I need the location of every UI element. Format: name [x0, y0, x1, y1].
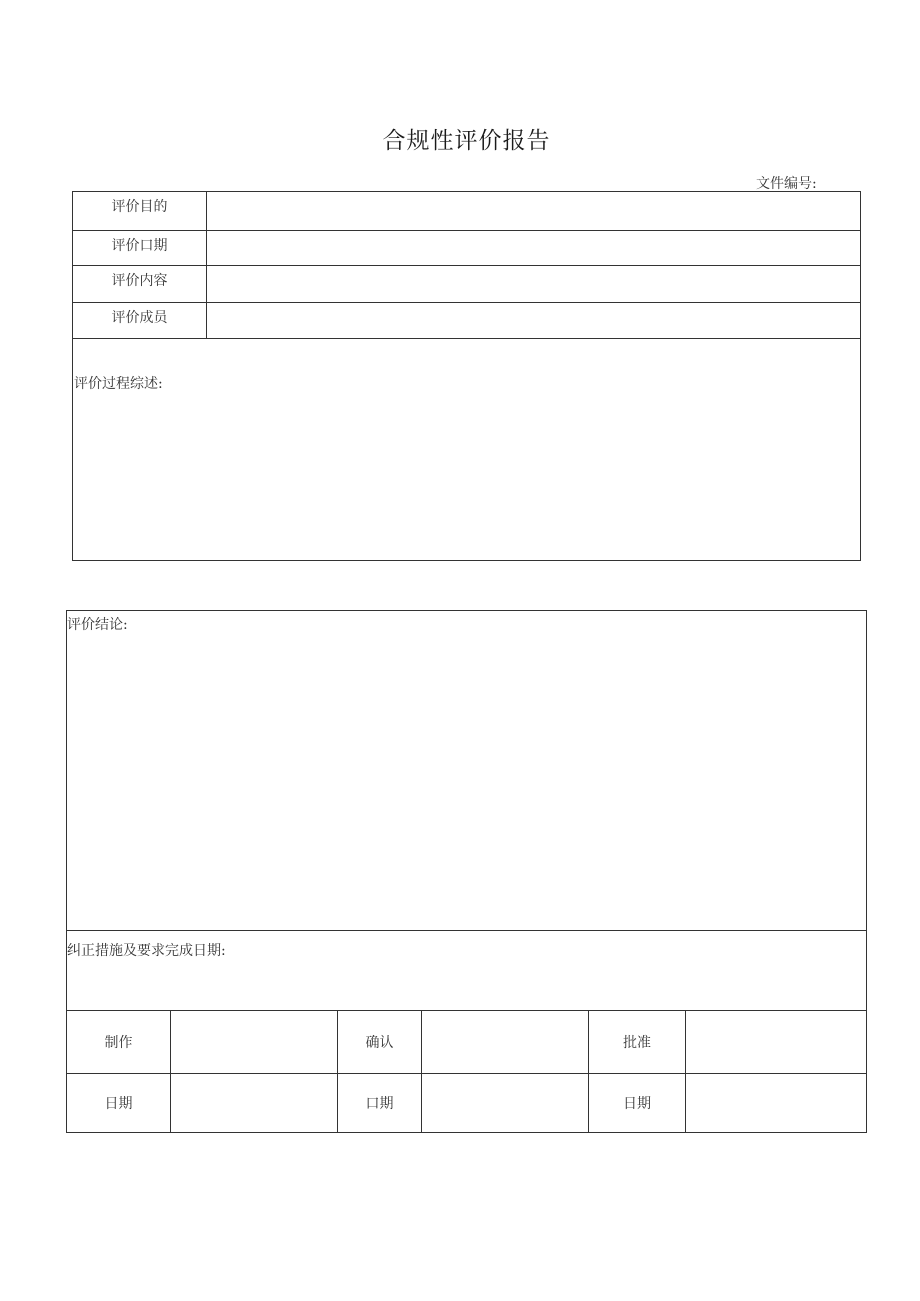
confirmed-date-label: 口期 — [338, 1074, 422, 1133]
process-summary-label: 评价过程综述: — [74, 376, 163, 392]
conclusion-label: 评价结论: — [67, 617, 128, 633]
purpose-field[interactable] — [207, 192, 861, 231]
prepared-date-label: 日期 — [67, 1074, 171, 1133]
prepared-by-label: 制作 — [67, 1011, 171, 1074]
table-row — [73, 231, 861, 266]
document-number-label: 文件编号: — [756, 176, 817, 192]
approved-date-label: 日期 — [589, 1074, 686, 1133]
confirmed-by-label: 确认 — [338, 1011, 422, 1074]
members-field[interactable] — [207, 303, 861, 339]
approved-date-field[interactable] — [686, 1074, 867, 1133]
table-row — [73, 266, 861, 303]
table-row — [67, 931, 867, 1011]
content-field[interactable] — [207, 266, 861, 303]
table-row — [73, 303, 861, 339]
content-label: 评价内容 — [73, 266, 207, 303]
purpose-label: 评价目的 — [73, 192, 207, 231]
corrective-action-label: 纠正措施及要求完成日期: — [67, 943, 226, 959]
table-row — [67, 1074, 867, 1133]
table-row — [67, 1011, 867, 1074]
confirmed-date-field[interactable] — [422, 1074, 589, 1133]
approved-by-label: 批准 — [589, 1011, 686, 1074]
conclusion-field[interactable] — [67, 611, 867, 931]
date-field[interactable] — [207, 231, 861, 266]
confirmed-by-field[interactable] — [422, 1011, 589, 1074]
members-label: 评价成员 — [73, 303, 207, 339]
table-row — [73, 192, 861, 231]
table-row — [67, 611, 867, 931]
conclusion-table — [66, 610, 867, 1133]
table-row — [73, 339, 861, 561]
prepared-by-field[interactable] — [171, 1011, 338, 1074]
approved-by-field[interactable] — [686, 1011, 867, 1074]
date-label: 评价口期 — [73, 231, 207, 266]
process-summary-field[interactable] — [73, 339, 861, 561]
evaluation-info-table — [72, 191, 861, 561]
corrective-action-field[interactable] — [67, 931, 867, 1011]
prepared-date-field[interactable] — [171, 1074, 338, 1133]
page-title: 合规性评价报告 — [382, 128, 551, 154]
